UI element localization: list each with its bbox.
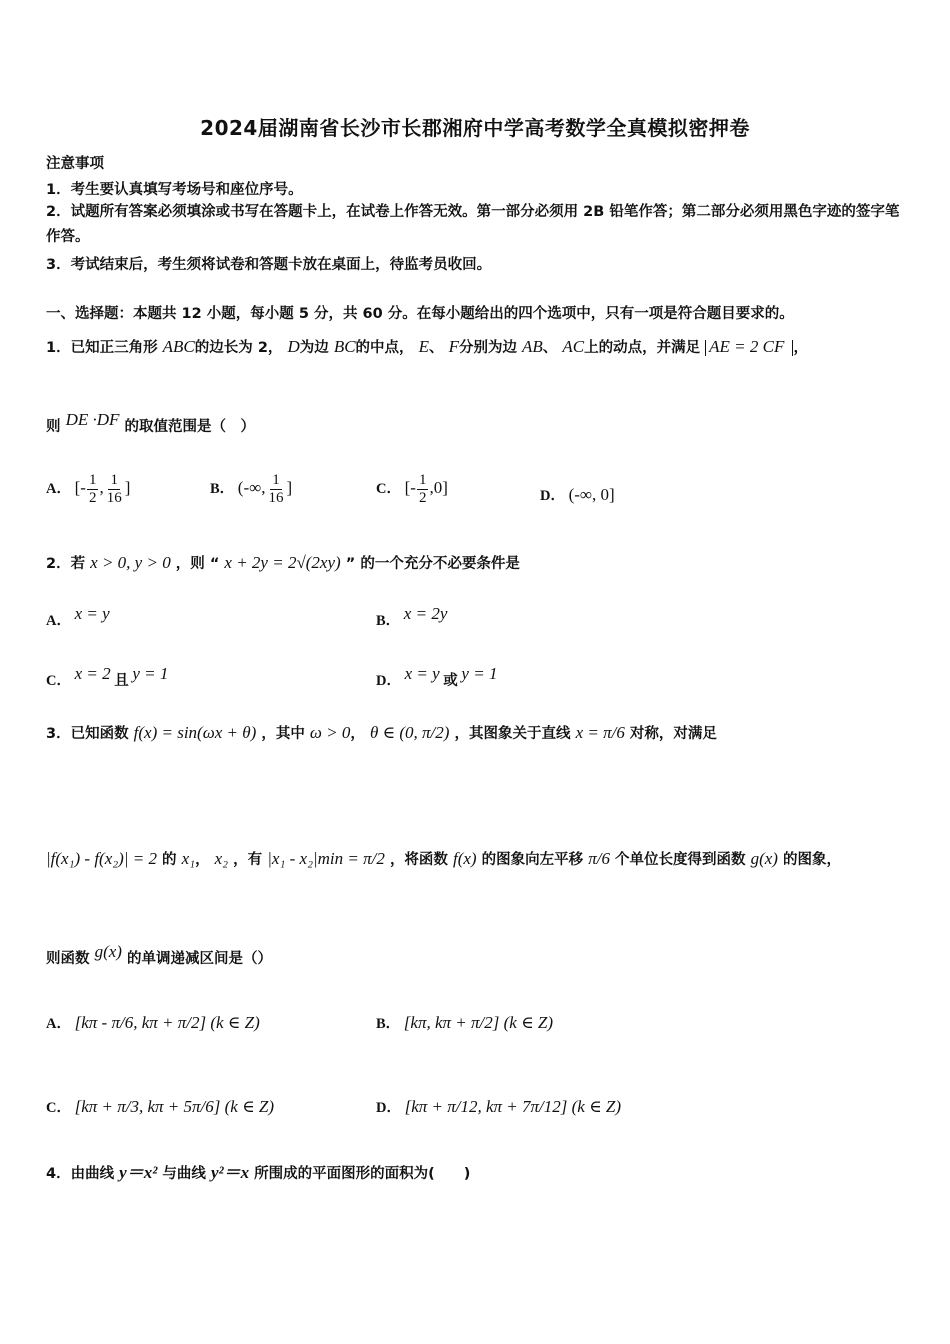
q3-option-c[interactable]: C． [kπ + π/3, kπ + 5π/6] (k ∈ Z) [46,1097,275,1116]
notice-item-2: 2．试题所有答案必须填涂或书写在答题卡上，在试卷上作答无效。第一部分必须用 2B 铅笔作答；第二部分必须用黑色字迹的签字笔作答。 [46,204,900,245]
q3-option-a[interactable]: A． [kπ - π/6, kπ + π/2] (k ∈ Z) [46,1013,260,1032]
notice-heading: 注意事项 [46,156,104,172]
q1-stem-line2: 则 DE ·DF 的取值范围是（ ） [46,410,255,435]
q3-option-b[interactable]: B． [kπ, kπ + π/2] (k ∈ Z) [376,1013,554,1032]
section-heading: 一、选择题：本题共 12 小题，每小题 5 分，共 60 分。在每小题给出的四个选项中，只有一项是符合题目要求的。 [46,306,794,322]
page-title: 2024届湖南省长沙市长郡湘府中学高考数学全真模拟密押卷 [200,116,750,140]
q1-option-c[interactable]: C． [- $\frac{1}{2}$ ,0] [376,472,448,506]
q1-option-a[interactable]: A． [- $\frac{1}{2}$ , $\frac{1}{16}$ ] [46,472,131,506]
q2-option-c[interactable]: C． x = 2 且 y = 1 [46,664,169,689]
q1-option-b[interactable]: B． (-∞, $\frac{1}{16}$ ] [210,472,293,506]
q2-option-d[interactable]: D． x = y 或 y = 1 [376,664,498,689]
notice-item-3: 3．考试结束后，考生须将试卷和答题卡放在桌面上，待监考员收回。 [46,257,492,273]
q2-option-b[interactable]: B． x = 2y [376,604,448,629]
q4-stem: 4．由曲线 y＝x² 与曲线 y²＝x 所围成的平面图形的面积为( ) [46,1163,471,1182]
q2-stem: 2．若 x > 0, y > 0 ，则 “ x + 2y = 2√(2xy) ” 的一个充分不必要条件是 [46,553,520,572]
q3-stem-line3: 则函数 g(x) 的单调递减区间是（） [46,942,272,967]
q1-stem-line1: 1．已知正三角形 ABC的边长为 2， D为边 BC的中点， E、 F分别为边 AB、 AC上的动点，并满足 AE = 2 CF ， [46,337,808,356]
q3-stem-line1: 3．已知函数 f(x) = sin(ωx + θ) ，其中 ω > 0， θ ∈ (0, π/2) ，其图象关于直线 x = π/6 对称，对满足 [46,723,717,742]
q3-stem-line2: |f(x₁) - f(x₂)| = 2 的 x₁， x₂ ，有 |x₁ - x₂|min = π/2 ，将函数 f(x) 的图象向左平移 π/6 个单位长度得到函数 g(x) 的图象， [46,849,842,868]
notice-item-1: 1．考生要认真填写考场号和座位序号。 [46,182,303,198]
q1-option-d[interactable]: D． (-∞, 0] [540,485,615,504]
q1-condition: AE = 2 CF [705,340,793,356]
q2-option-a[interactable]: A． x = y [46,604,110,629]
q3-option-d[interactable]: D． [kπ + π/12, kπ + 7π/12] (k ∈ Z) [376,1097,622,1116]
